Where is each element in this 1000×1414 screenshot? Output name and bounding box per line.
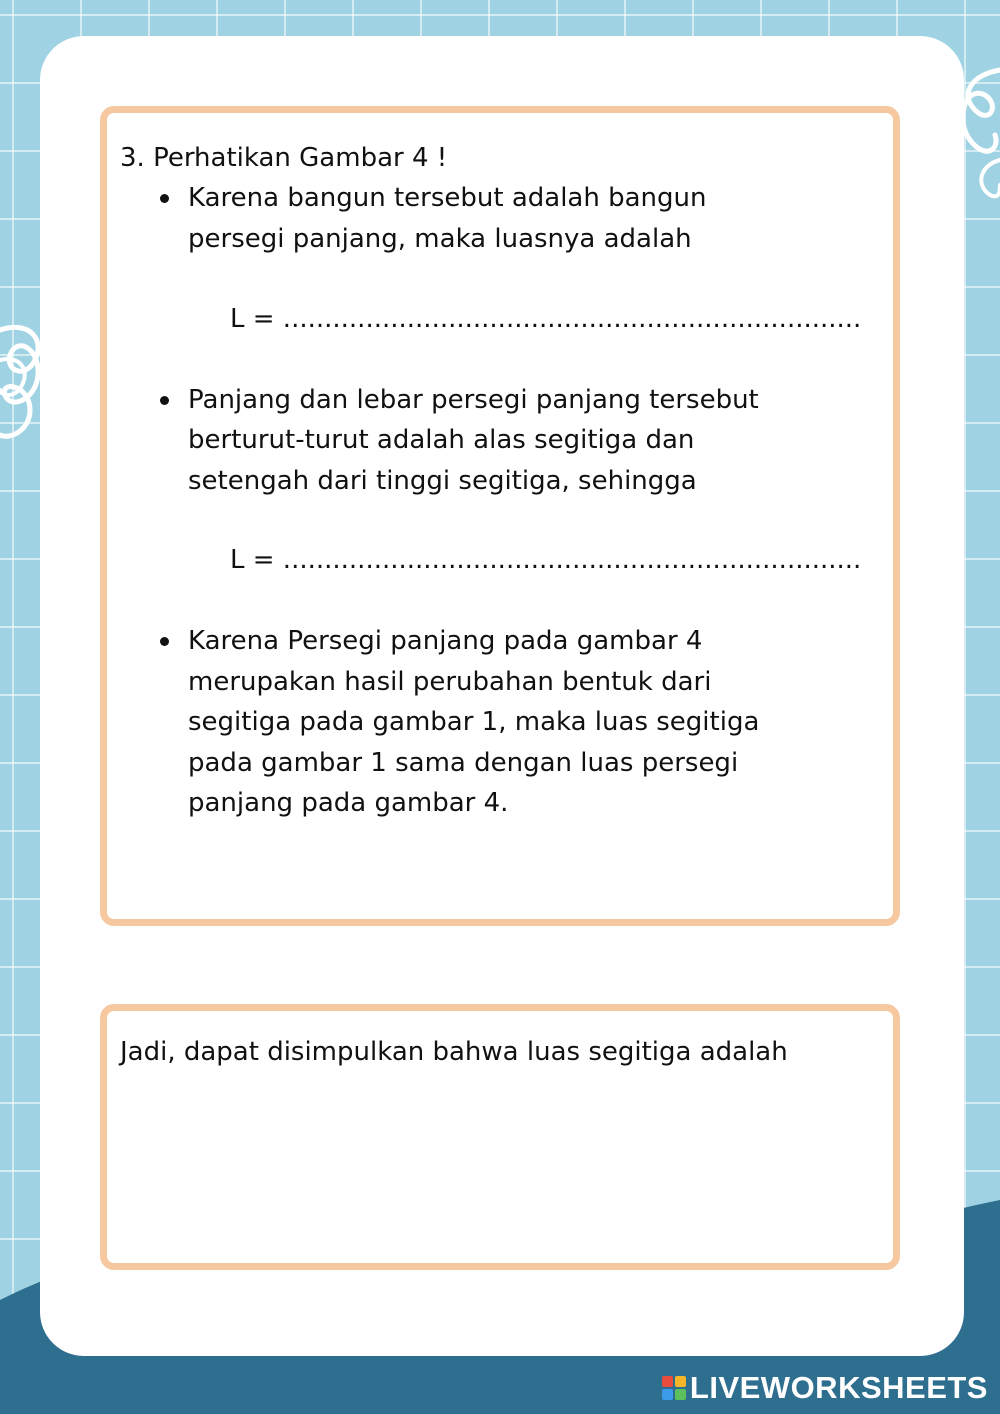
liveworksheets-logo-text: LIVEWORKSHEETS xyxy=(689,1370,988,1405)
bullet-3-line-1: Karena Persegi panjang pada gambar 4 xyxy=(188,626,703,656)
liveworksheets-logo-icon xyxy=(662,1376,686,1400)
bullet-1-line-1: Karena bangun tersebut adalah bangun xyxy=(188,183,707,213)
bullet-dot-2 xyxy=(160,396,169,405)
formula-answer-2[interactable]: L = ...................................................................... xyxy=(230,545,862,575)
formula-answer-1[interactable]: L = ...................................................................... xyxy=(230,304,862,334)
bullet-3-line-5: panjang pada gambar 4. xyxy=(188,788,509,818)
bullet-2-line-2: berturut-turut adalah alas segitiga dan xyxy=(188,425,695,455)
liveworksheets-logo[interactable] xyxy=(662,1370,988,1406)
conclusion-text: Jadi, dapat disimpulkan bahwa luas segitiga adalah xyxy=(120,1037,788,1067)
bullet-2-line-1: Panjang dan lebar persegi panjang tersebut xyxy=(188,385,759,415)
bullet-3-line-4: pada gambar 1 sama dengan luas persegi xyxy=(188,748,739,778)
bullet-dot-3 xyxy=(160,637,169,646)
bullet-2-line-3: setengah dari tinggi segitiga, sehingga xyxy=(188,466,697,496)
bullet-1-line-2: persegi panjang, maka luasnya adalah xyxy=(188,224,692,254)
bullet-dot-1 xyxy=(160,194,169,203)
bullet-3-line-2: merupakan hasil perubahan bentuk dari xyxy=(188,667,712,697)
question-heading: 3. Perhatikan Gambar 4 ! xyxy=(120,143,448,173)
bullet-3-line-3: segitiga pada gambar 1, maka luas segitiga xyxy=(188,707,760,737)
